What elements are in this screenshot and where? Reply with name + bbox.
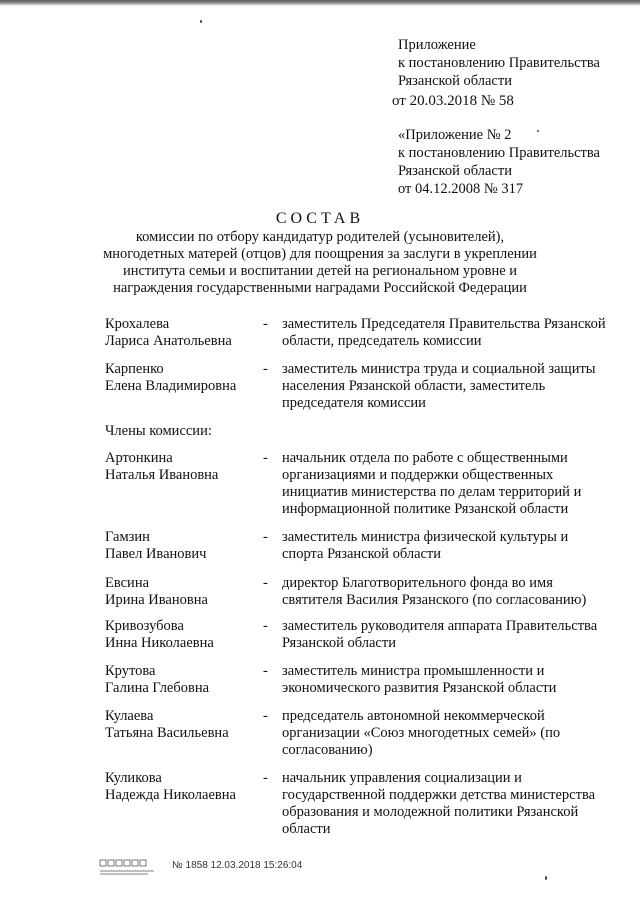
member-given-name: Наталья Ивановна: [105, 467, 219, 483]
dash-separator: -: [263, 618, 268, 634]
member-surname: Крохалева: [105, 316, 170, 332]
member-surname: Евсина: [105, 575, 150, 591]
previous-approval-line-1: «Приложение № 2: [398, 127, 512, 143]
members-section-label: Члены комиссии:: [105, 423, 212, 439]
member-surname: Гамзин: [105, 529, 150, 545]
previous-approval-line-2: к постановлению Правительства: [398, 145, 600, 161]
approval-date: от 20.03.2018 № 58: [392, 93, 514, 109]
dash-separator: -: [263, 316, 268, 332]
member-position: председатель автономной некоммерческой организации «Союз многодетных семей» (по согласованию): [282, 708, 561, 758]
member-given-name: Татьяна Васильевна: [105, 725, 229, 741]
member-given-name: Инна Николаевна: [105, 635, 214, 651]
member-position: заместитель министра промышленности и экономического развития Рязанской области: [282, 663, 557, 696]
previous-approval-date: от 04.12.2008 № 317: [398, 181, 524, 197]
registry-stamp-icon: [98, 857, 158, 877]
dash-separator: -: [263, 450, 268, 466]
previous-approval-block: [398, 126, 600, 198]
member-given-name: Надежда Николаевна: [105, 787, 236, 803]
dash-separator: -: [263, 529, 268, 545]
dash-separator: -: [263, 575, 268, 591]
member-position: директор Благотворительного фонда во имя святителя Василия Рязанского (по согласованию): [282, 575, 587, 608]
member-given-name: Павел Иванович: [105, 546, 207, 562]
member-surname: Карпенко: [105, 361, 164, 377]
member-surname: Кривозубова: [105, 618, 184, 634]
previous-approval-line-3: Рязанской области: [398, 163, 512, 179]
approval-line-2: к постановлению Правительства: [398, 55, 600, 71]
member-position: заместитель министра труда и социальной защиты населения Рязанской области, заместитель председателя комиссии: [282, 361, 596, 411]
dash-separator: -: [263, 770, 268, 786]
member-position: заместитель министра физической культуры и спорта Рязанской области: [282, 529, 569, 562]
member-surname: Крутова: [105, 663, 156, 679]
member-position: начальник управления социализации и государственной поддержки детства министерства образования и молодежной политики Рязанской области: [282, 770, 596, 837]
member-surname: Артонкина: [105, 450, 173, 466]
scan-speck: [545, 876, 547, 880]
approval-line-1: Приложение: [398, 37, 476, 53]
dash-separator: -: [263, 708, 268, 724]
approval-line-3: Рязанской области: [398, 73, 512, 89]
member-given-name: Галина Глебовна: [105, 680, 210, 696]
member-surname: Куликова: [105, 770, 162, 786]
dash-separator: -: [263, 663, 268, 679]
scan-speck: [537, 130, 539, 132]
member-given-name: Лариса Анатольевна: [105, 333, 232, 349]
registration-footer: [98, 857, 398, 879]
registration-number: № 1858 12.03.2018 15:26:04: [172, 860, 303, 871]
member-given-name: Елена Владимировна: [105, 378, 237, 394]
member-surname: Кулаева: [105, 708, 154, 724]
approval-block: [392, 36, 600, 110]
scan-speck: [200, 20, 202, 23]
member-position: заместитель руководителя аппарата Правительства Рязанской области: [282, 618, 598, 651]
dash-separator: -: [263, 361, 268, 377]
member-position: заместитель Председателя Правительства Рязанской области, председатель комиссии: [282, 316, 606, 349]
member-given-name: Ирина Ивановна: [105, 592, 208, 608]
document-title: СОСТАВ: [275, 210, 365, 227]
member-position: начальник отдела по работе с общественными организациями и поддержки общественных инициатив министерства по делам территорий и информационной политике Рязанской области: [282, 450, 582, 517]
scan-edge: [0, 0, 640, 6]
document-subtitle: комиссии по отбору кандидатур родителей (усыновителей), многодетных матерей (отцов) для поощрения за заслуги в укреплении института семьи и воспитании детей на региональном уровне и награждения государственными наградами Российской Федерации: [103, 229, 537, 296]
